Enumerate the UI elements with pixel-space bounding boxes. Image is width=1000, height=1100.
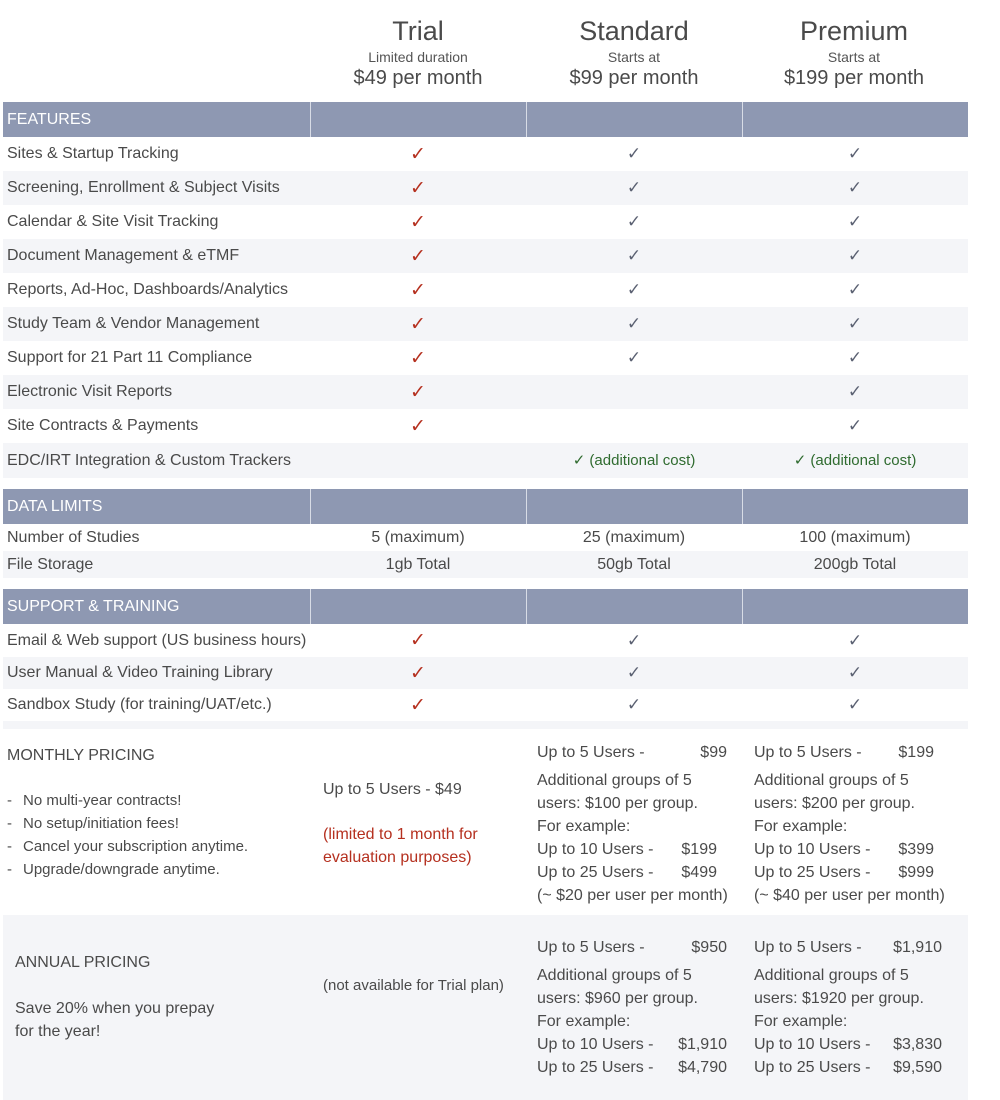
monthly-trial-note: (limited to 1 month for evaluation purposes) [323, 826, 478, 866]
section-title: FEATURES [7, 111, 92, 128]
section-header-support [3, 589, 968, 624]
check-icon: ✓ [626, 280, 642, 299]
check-icon: ✓ [847, 212, 863, 231]
monthly-bullets [7, 789, 248, 881]
check-icon: ✓ [626, 630, 642, 650]
plan-header-trial [310, 16, 526, 89]
monthly-trial-price: Up to 5 Users - $49 [323, 781, 462, 798]
data-limit-value: 5 (maximum) [371, 528, 465, 546]
support-row [3, 689, 968, 721]
check-icon: ✓ [847, 280, 863, 299]
check-icon: ✓ [847, 695, 863, 714]
plan-subtitle: Starts at [607, 49, 661, 65]
additional-cost-note: ✓ (additional cost) [793, 452, 917, 469]
plan-name: Standard [579, 16, 689, 46]
check-icon: ✓ [410, 347, 426, 369]
check-icon: ✓ [410, 415, 426, 437]
data-limit-value: 1gb Total [385, 555, 451, 573]
feature-row [3, 239, 968, 273]
check-icon: ✓ [410, 381, 426, 403]
check-icon: ✓ [847, 630, 863, 650]
feature-row [3, 443, 968, 478]
feature-label: Reports, Ad-Hoc, Dashboards/Analytics [7, 281, 289, 298]
annual-savings-note: Save 20% when you prepay for the year! [15, 1000, 215, 1040]
check-icon: ✓ [847, 314, 863, 333]
feature-row [3, 205, 968, 239]
check-icon: ✓ [626, 314, 642, 333]
feature-row [3, 171, 968, 205]
plan-subtitle: Limited duration [368, 49, 468, 65]
plan-price: $99 per month [569, 67, 699, 89]
check-icon: ✓ [626, 348, 642, 367]
feature-label: Sites & Startup Tracking [7, 145, 179, 162]
data-limit-row [3, 524, 968, 551]
list-item: - Upgrade/downgrade anytime. [7, 861, 220, 878]
data-limit-value: 50gb Total [597, 555, 671, 573]
additional-cost-note: ✓ (additional cost) [572, 452, 696, 469]
data-limit-label: File Storage [7, 555, 94, 573]
annual-standard-pricing: Up to 5 Users - $950 Additional groups of 5 users: $960 per group. For example: Up to 10 Users - $1,910 Up to 25 Users - $4,790 [537, 939, 727, 1076]
support-label: Email & Web support (US business hours) [7, 631, 307, 649]
check-icon: ✓ [847, 246, 863, 265]
check-icon: ✓ [410, 143, 426, 165]
annual-premium-pricing: Up to 5 Users - $1,910 Additional groups of 5 users: $1920 per group. For example: Up to 10 Users - $3,830 Up to 25 Users - $9,590 [754, 939, 942, 1076]
feature-row [3, 375, 968, 409]
support-label: Sandbox Study (for training/UAT/etc.) [7, 696, 272, 713]
feature-label: Study Team & Vendor Management [7, 315, 260, 332]
plan-header-standard [526, 16, 742, 89]
section-header-features [3, 102, 968, 137]
feature-label: Site Contracts & Payments [7, 417, 199, 434]
support-row [3, 657, 968, 689]
feature-row [3, 409, 968, 443]
check-icon: ✓ [626, 695, 642, 714]
section-title: SUPPORT & TRAINING [7, 598, 180, 615]
data-limit-value: 200gb Total [813, 555, 897, 573]
check-icon: ✓ [410, 177, 426, 199]
list-item: - No multi-year contracts! [7, 792, 182, 809]
data-limit-label: Number of Studies [7, 528, 140, 546]
check-icon: ✓ [847, 663, 863, 682]
feature-label: Calendar & Site Visit Tracking [7, 213, 219, 230]
plan-subtitle: Starts at [827, 49, 881, 65]
feature-row [3, 307, 968, 341]
check-icon: ✓ [626, 246, 642, 265]
plan-name: Premium [799, 16, 908, 46]
check-icon: ✓ [410, 279, 426, 301]
plan-price: $199 per month [783, 67, 925, 89]
check-icon: ✓ [847, 178, 863, 197]
data-limit-row [3, 551, 968, 578]
check-icon: ✓ [626, 144, 642, 163]
check-icon: ✓ [847, 416, 863, 435]
plan-name: Trial [392, 16, 444, 46]
check-icon: ✓ [626, 212, 642, 231]
monthly-standard-pricing: Up to 5 Users - $99 Additional groups of 5 users: $100 per group. For example: Up to 10 Users - $199 Up to 25 Users - $499 (~ $20 per user per month) [537, 744, 728, 904]
annual-trial-note: (not available for Trial plan) [323, 977, 504, 994]
check-icon: ✓ [626, 178, 642, 197]
feature-row [3, 273, 968, 307]
plan-header-premium [746, 16, 962, 89]
check-icon: ✓ [410, 245, 426, 267]
plan-price: $49 per month [353, 67, 483, 89]
monthly-premium-pricing: Up to 5 Users - $199 Additional groups of 5 users: $200 per group. For example: Up to 10 Users - $399 Up to 25 Users - $999 (~ $40 per user per month) [754, 744, 945, 904]
check-icon: ✓ [410, 694, 426, 716]
check-icon: ✓ [847, 382, 863, 401]
section-header-data-limits [3, 489, 968, 524]
feature-row [3, 137, 968, 171]
feature-row [3, 341, 968, 375]
check-icon: ✓ [847, 348, 863, 367]
data-limit-value: 100 (maximum) [799, 528, 911, 546]
check-icon: ✓ [626, 663, 642, 682]
check-icon: ✓ [410, 313, 426, 335]
list-item: - Cancel your subscription anytime. [7, 838, 249, 855]
check-icon: ✓ [410, 662, 426, 684]
data-limit-value: 25 (maximum) [582, 528, 686, 546]
list-item: - No setup/initiation fees! [7, 815, 179, 832]
check-icon: ✓ [410, 630, 426, 651]
section-title: DATA LIMITS [7, 498, 103, 515]
feature-label: Screening, Enrollment & Subject Visits [7, 179, 280, 196]
feature-label: EDC/IRT Integration & Custom Trackers [7, 451, 291, 469]
support-label: User Manual & Video Training Library [7, 664, 273, 681]
annual-heading: ANNUAL PRICING [15, 954, 151, 971]
check-icon: ✓ [410, 211, 426, 233]
support-row [3, 624, 968, 657]
feature-label: Support for 21 Part 11 Compliance [7, 349, 253, 366]
feature-label: Electronic Visit Reports [7, 383, 173, 400]
monthly-heading: MONTHLY PRICING [7, 747, 155, 764]
feature-label: Document Management & eTMF [7, 247, 240, 264]
check-icon: ✓ [847, 144, 863, 163]
